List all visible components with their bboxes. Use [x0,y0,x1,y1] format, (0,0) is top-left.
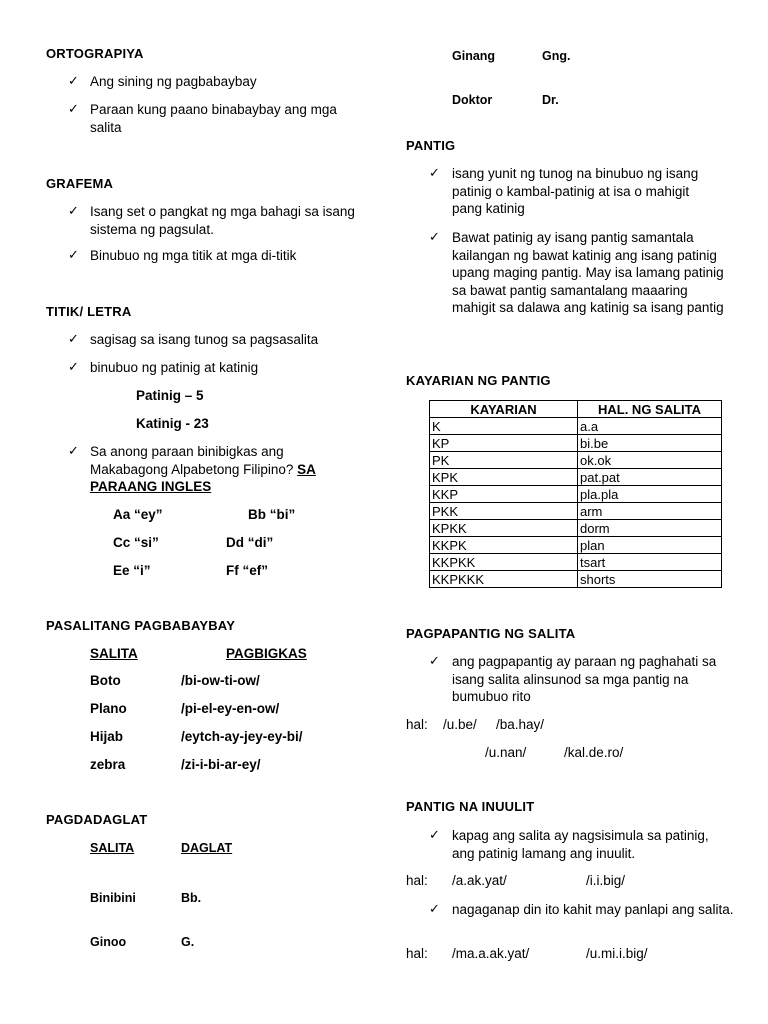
letter-pronunciation: Aa “ey” [113,507,163,522]
word: Boto [90,673,121,688]
table-row [430,486,722,503]
patinig-count: Patinig – 5 [136,388,204,403]
pronunciation: /pi-el-ey-en-ow/ [181,701,280,716]
table-row [430,571,722,588]
example-word: /u.be/ [443,717,477,732]
check-icon: ✓ [429,901,440,916]
word: Hijab [90,729,124,744]
table-row [430,503,722,520]
heading-grafema: GRAFEMA [46,176,114,191]
check-icon: ✓ [68,101,79,116]
abbreviation: Dr. [542,93,559,107]
kayarian-table [429,400,722,588]
list-item: kapag ang salita ay nagsisimula sa patinig, ang patinig lamang ang inuulit. [452,828,709,861]
check-icon: ✓ [68,359,79,374]
column-header-salita: SALITA [90,841,135,855]
check-icon: ✓ [429,229,440,244]
table-cell: PK [430,452,578,469]
table-cell: KP [430,435,578,452]
table-cell: pla.pla [578,486,722,503]
column-header-salita: SALITA [90,646,138,661]
list-item: Bawat patinig ay isang pantig samantala kailangan ng bawat katinig ang isang patinig upang maging pantig. May isa lamang patinig sa bawat pantig samantalang maaaring mahigit sa dalawa ang katinig sa isang pantig [452,230,724,315]
table-cell: ok.ok [578,452,722,469]
hal-label: hal: [406,946,428,961]
table-cell: a.a [578,418,722,435]
check-icon: ✓ [68,247,79,262]
hal-label: hal: [406,873,428,888]
pronunciation: /bi-ow-ti-ow/ [181,673,260,688]
list-item: sagisag sa isang tunog sa pagsasalita [90,332,319,347]
heading-pantig-na-inuulit: PANTIG NA INUULIT [406,799,535,814]
table-row [430,452,722,469]
word: Plano [90,701,127,716]
example-word: /ma.a.ak.yat/ [452,946,530,961]
table-row [430,554,722,571]
column-header-daglat: DAGLAT [181,841,233,855]
heading-kayarian-ng-pantig: KAYARIAN NG PANTIG [406,373,551,388]
heading-pagpapantig-ng-salita: PAGPAPANTIG NG SALITA [406,626,576,641]
letter-pronunciation: Ee “i” [113,563,151,578]
letter-pronunciation: Ff “ef” [226,563,268,578]
table-cell: bi.be [578,435,722,452]
word: Binibini [90,891,136,905]
table-cell: PKK [430,503,578,520]
heading-pagdadaglat: PAGDADAGLAT [46,812,148,827]
table-row [430,418,722,435]
table-row [430,520,722,537]
hal-label: hal: [406,717,428,732]
example-word: /u.mi.i.big/ [586,946,648,961]
abbreviation: Bb. [181,891,202,905]
letter-pronunciation: Bb “bi” [248,507,296,522]
table-cell: arm [578,503,722,520]
katinig-count: Katinig - 23 [136,416,209,431]
word: Ginoo [90,935,127,949]
check-icon: ✓ [68,443,79,458]
pronunciation: /eytch-ay-jey-ey-bi/ [181,729,303,744]
heading-titik-letra: TITIK/ LETRA [46,304,132,319]
table-cell: KKPK [430,537,578,554]
letter-pronunciation: Dd “di” [226,535,274,550]
word: zebra [90,757,126,772]
table-cell: KKP [430,486,578,503]
table-cell: KKPKK [430,554,578,571]
table-cell: K [430,418,578,435]
pronunciation: /zi-i-bi-ar-ey/ [181,757,261,772]
example-word: /i.i.big/ [586,873,626,888]
table-cell: dorm [578,520,722,537]
check-icon: ✓ [68,203,79,218]
list-item: Isang set o pangkat ng mga bahagi sa isang sistema ng pagsulat. [90,204,355,237]
table-cell: plan [578,537,722,554]
list-item: isang yunit ng tunog na binubuo ng isang patinig o kambal-patinig at isa o mahigit pang katinig [452,166,699,216]
list-item: Paraan kung paano binabaybay ang mga salita [90,102,337,135]
column-header-kayarian: KAYARIAN [430,401,578,418]
table-cell: KPK [430,469,578,486]
abbreviation: Gng. [542,49,571,63]
check-icon: ✓ [429,165,440,180]
check-icon: ✓ [429,653,440,668]
list-item: Binubuo ng mga titik at mga di-titik [90,248,297,263]
table-cell: KPKK [430,520,578,537]
heading-pasalitang-pagbabaybay: PASALITANG PAGBABAYBAY [46,618,236,633]
list-item: Ang sining ng pagbabaybay [90,74,257,89]
list-item: binubuo ng patinig at katinig [90,360,259,375]
check-icon: ✓ [68,331,79,346]
letter-pronunciation: Cc “si” [113,535,159,550]
heading-ortograpiya: ORTOGRAPIYA [46,46,144,61]
example-word: /kal.de.ro/ [564,745,624,760]
column-header-hal-ng-salita: HAL. NG SALITA [578,401,722,418]
heading-pantig: PANTIG [406,138,456,153]
table-header-row [430,401,722,418]
table-cell: pat.pat [578,469,722,486]
check-icon: ✓ [68,73,79,88]
word: Doktor [452,93,493,107]
list-item: nagaganap din ito kahit may panlapi ang salita. [452,902,734,917]
table-row [430,537,722,554]
table-cell: tsart [578,554,722,571]
alphabet-question: Sa anong paraan binibigkas ang Makabagong Alpabetong Filipino? SA PARAANG INGLES [90,444,316,494]
check-icon: ✓ [429,827,440,842]
table-cell: shorts [578,571,722,588]
column-header-pagbigkas: PAGBIGKAS [226,646,307,661]
table-row [430,469,722,486]
example-word: /a.ak.yat/ [452,873,507,888]
example-word: /u.nan/ [485,745,527,760]
abbreviation: G. [181,935,195,949]
table-row [430,435,722,452]
example-word: /ba.hay/ [496,717,545,732]
table-cell: KKPKKK [430,571,578,588]
list-item: ang pagpapantig ay paraan ng paghahati sa isang salita alinsunod sa mga pantig na bumubuo rito [452,654,717,704]
word: Ginang [452,49,496,63]
